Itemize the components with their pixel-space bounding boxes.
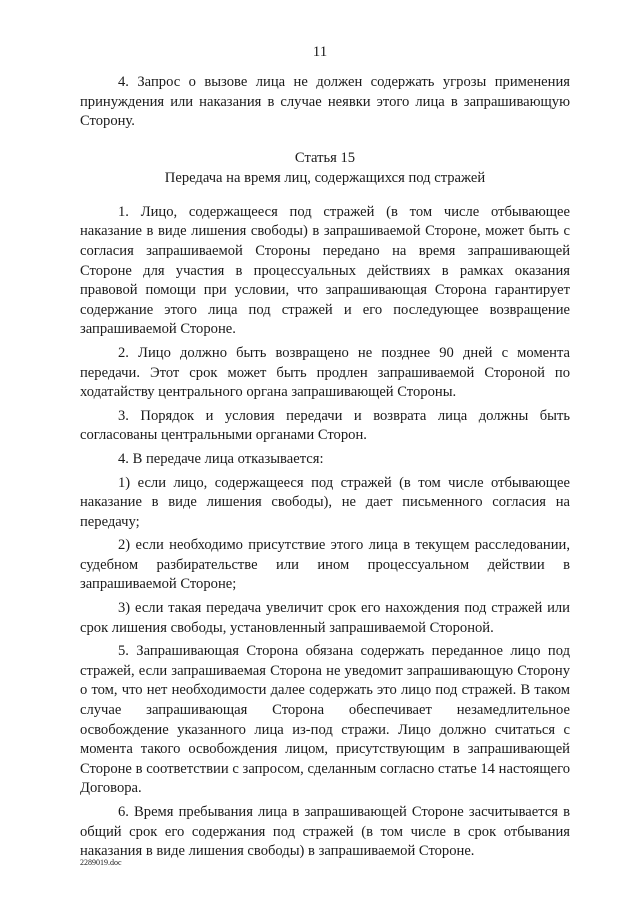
article-title: Передача на время лиц, содержащихся под стражей: [164, 169, 486, 186]
intro-paragraph: 4. Запрос о вызове лица не должен содержать угрозы применения принуждения или наказания в случае неявки этого лица в запрашивающую Сторону.: [80, 74, 570, 130]
paragraph-3: 3. Порядок и условия передачи и возврата лица должны быть согласованы центральными органами Сторон.: [80, 407, 570, 444]
paragraph-5: 5. Запрашивающая Сторона обязана содержать переданное лицо под стражей, если запрашиваемая Сторона не уведомит запрашивающую Сторону о том, что нет необходимости далее содержать это лицо под стражей. В таком случае запрашивающая Сторона обеспечивает незамедлительное освобождение указанного лица из-под стражи. Лицо должно считаться с момента такого освобождения лицом, присутствующим в запрашивающей Стороне в соответствии с запросом, сделанным согласно статье 14 настоящего Договора.: [80, 643, 570, 797]
footer-filename: 2289019.doc: [80, 858, 122, 867]
document-body: [80, 73, 570, 866]
paragraph-4-item-2: 2) если необходимо присутствие этого лица в текущем расследовании, судебном разбирательстве или ином процессуальном действии в запрашиваемой Стороне;: [80, 537, 570, 593]
paragraph-4: 4. В передаче лица отказывается:: [118, 450, 324, 467]
paragraph-4-item-1: 1) если лицо, содержащееся под стражей (в том числе отбывающее наказание в виде лишения свободы), не дает письменного согласия на передачу;: [80, 474, 570, 530]
article-heading: [80, 148, 570, 188]
paragraph-2: 2. Лицо должно быть возвращено не позднее 90 дней с момента передачи. Этот срок может быть продлен запрашиваемой Стороной по ходатайству центрального органа запрашивающей Стороны.: [80, 344, 570, 401]
page-number: 11: [312, 44, 328, 60]
paragraph-4-item-3: 3) если такая передача увеличит срок его нахождения под стражей или срок лишения свободы, установленный запрашиваемой Стороной.: [80, 600, 570, 636]
paragraph-1: 1. Лицо, содержащееся под стражей (в том числе отбывающее наказание в виде лишения свободы) в запрашиваемой Стороне, может быть с согласия запрашиваемой Стороны передано на время запрашивающей Стороне для участия в процессуальных действиях в рамках оказания правовой помощи при условии, что запрашивающая Сторона гарантирует содержание этого лица под стражей и его последующее возвращение запрашиваемой Стороне.: [80, 203, 570, 338]
article-number: Статья 15: [294, 149, 356, 166]
paragraph-6: 6. Время пребывания лица в запрашивающей Стороне засчитывается в общий срок его содержания под стражей (в том числе в срок отбывания наказания в виде лишения свободы) в запрашиваемой Стороне.: [80, 804, 570, 860]
